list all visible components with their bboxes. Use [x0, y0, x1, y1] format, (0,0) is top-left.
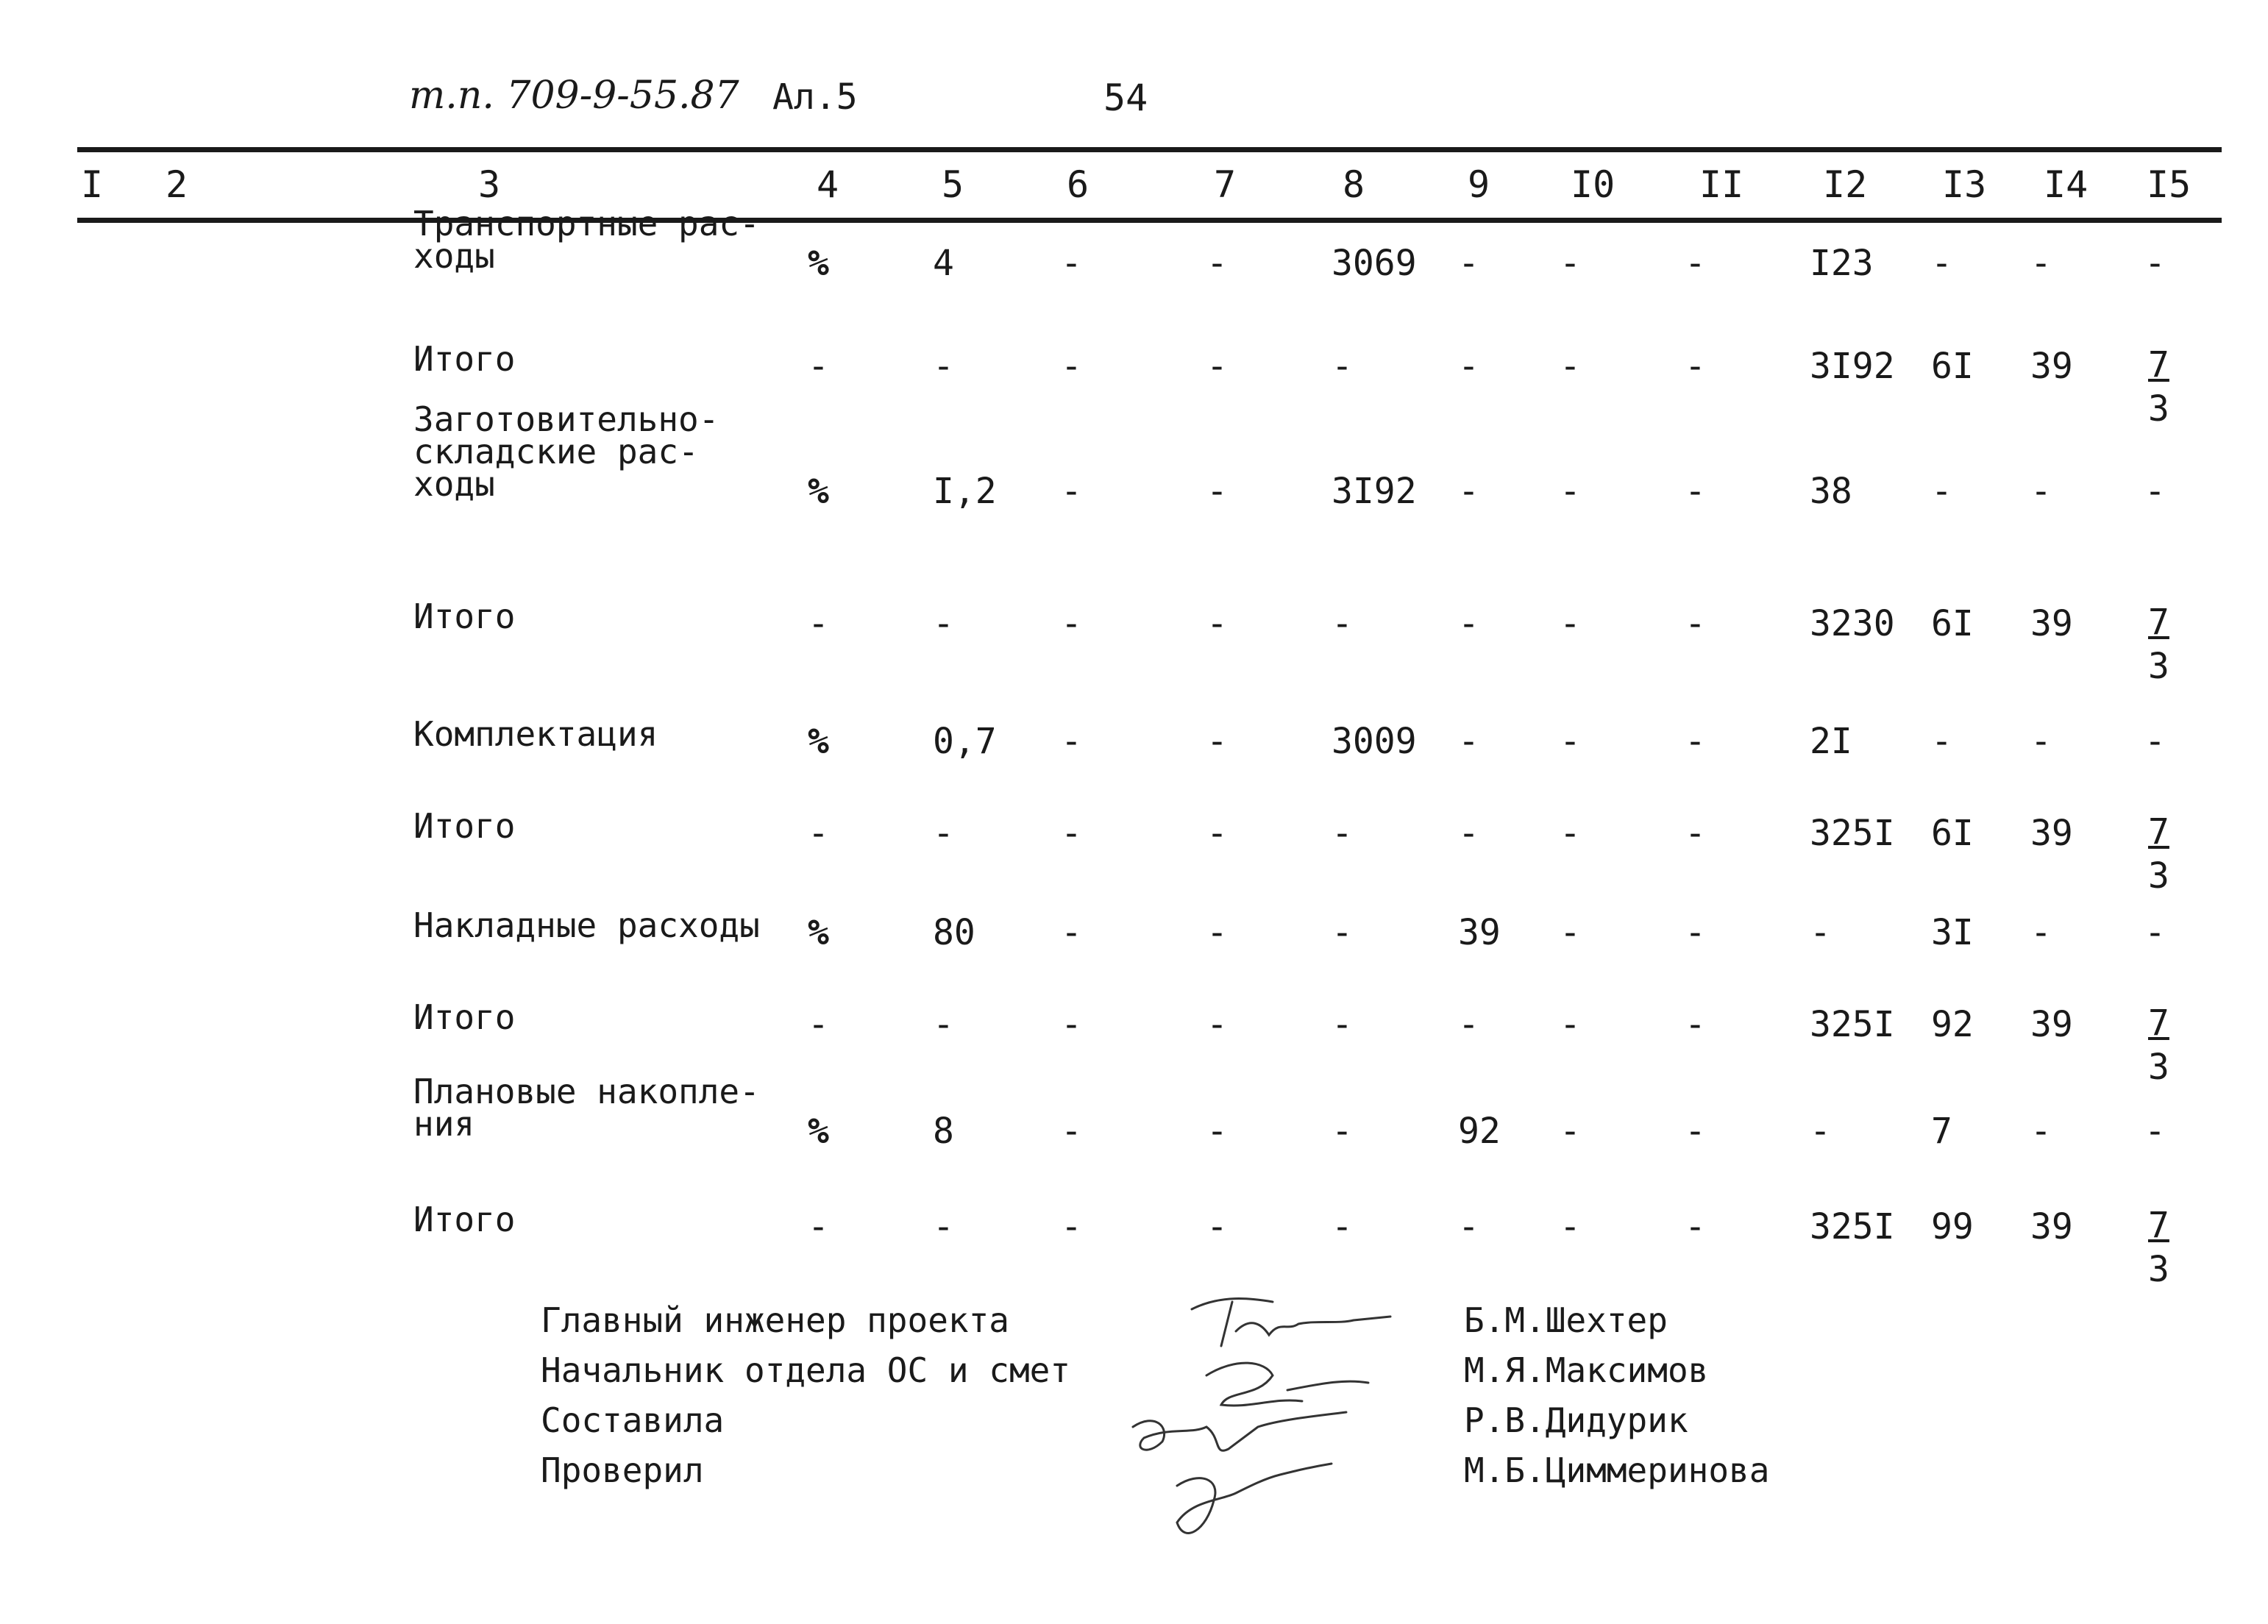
row-label: Итого — [413, 997, 516, 1037]
table-cell: 3I92 — [1332, 471, 1417, 512]
table-cell: 99 — [1931, 1206, 1974, 1247]
table-cell: - — [1560, 471, 1581, 512]
signer-title-2: Начальник отдела ОС и смет — [541, 1350, 1071, 1390]
table-cell: 2I — [1810, 721, 1852, 762]
fraction-cell — [2148, 343, 2169, 431]
fraction-denominator: 3 — [2148, 1047, 2169, 1088]
table-cell: - — [2030, 471, 2052, 512]
row-label: Итого — [413, 806, 516, 846]
table-cell: 39 — [2030, 1206, 2073, 1247]
table-cell: - — [1560, 1206, 1581, 1247]
table-cell: - — [2144, 243, 2166, 284]
table-cell: - — [2144, 912, 2166, 953]
table-cell: - — [1206, 813, 1228, 854]
col-header-10: I0 — [1571, 163, 1615, 206]
col-header-8: 8 — [1343, 163, 1365, 206]
table-cell: - — [1458, 471, 1479, 512]
col-header-11: II — [1699, 163, 1744, 206]
table-cell: - — [808, 813, 829, 854]
table-cell: - — [1061, 471, 1082, 512]
table-cell: 3069 — [1332, 243, 1417, 284]
table-cell: - — [1206, 1004, 1228, 1045]
fraction-cell — [2148, 1001, 2169, 1089]
table-cell: - — [1685, 813, 1706, 854]
table-cell: - — [1685, 912, 1706, 953]
table-cell: 3I92 — [1810, 346, 1895, 387]
signer-title-4: Проверил — [541, 1450, 704, 1490]
fraction-numerator: 7 — [2148, 1002, 2169, 1044]
table-cell: 39 — [2030, 813, 2073, 854]
table-cell: 6I — [1931, 346, 1974, 387]
table-cell: - — [1332, 912, 1353, 953]
table-cell: 39 — [2030, 346, 2073, 387]
table-cell: - — [1560, 346, 1581, 387]
handwritten-signatures — [1103, 1280, 1457, 1574]
col-header-5: 5 — [942, 163, 964, 206]
table-cell: - — [1560, 813, 1581, 854]
signer-name-1: Б.М.Шехтер — [1464, 1300, 1668, 1340]
col-header-14: I4 — [2044, 163, 2089, 206]
table-cell: - — [1206, 243, 1228, 284]
table-cell: 3230 — [1810, 603, 1895, 644]
header-rule — [77, 218, 2222, 223]
fraction-numerator: 7 — [2148, 811, 2169, 852]
table-cell: 39 — [2030, 603, 2073, 644]
top-rule — [77, 147, 2222, 152]
table-cell: - — [1061, 243, 1082, 284]
table-cell: 325I — [1810, 1206, 1895, 1247]
table-cell: - — [1810, 912, 1831, 953]
col-header-9: 9 — [1468, 163, 1490, 206]
table-cell: % — [808, 912, 829, 953]
sheet-label: Ал.5 — [772, 76, 858, 118]
fraction-denominator: 3 — [2148, 646, 2169, 687]
table-cell: 92 — [1458, 1111, 1501, 1152]
row-label: Комплектация — [413, 714, 658, 754]
table-cell: 80 — [933, 912, 975, 953]
table-cell: - — [1332, 346, 1353, 387]
fraction-cell — [2148, 1203, 2169, 1292]
table-cell: - — [1061, 1004, 1082, 1045]
table-cell: - — [1332, 813, 1353, 854]
table-cell: - — [2144, 1111, 2166, 1152]
row-label: Итого — [413, 339, 516, 379]
row-label: Транспортные рас- ходы — [413, 204, 760, 276]
col-header-12: I2 — [1823, 163, 1868, 206]
table-cell: 7 — [1931, 1111, 1952, 1152]
signer-title-1: Главный инженер проекта — [541, 1300, 1009, 1340]
table-cell: - — [2030, 1111, 2052, 1152]
table-cell: 0,7 — [933, 721, 997, 762]
table-cell: - — [1206, 912, 1228, 953]
table-cell: I23 — [1810, 243, 1874, 284]
col-header-4: 4 — [817, 163, 839, 206]
table-cell: - — [933, 813, 954, 854]
table-cell: - — [933, 1004, 954, 1045]
table-cell: - — [1685, 603, 1706, 644]
table-cell: - — [1685, 1206, 1706, 1247]
table-cell: - — [1458, 721, 1479, 762]
fraction-denominator: 3 — [2148, 388, 2169, 430]
table-cell: 39 — [1458, 912, 1501, 953]
table-cell: - — [1458, 1004, 1479, 1045]
col-header-15: I5 — [2147, 163, 2191, 206]
fraction-cell — [2148, 810, 2169, 898]
table-cell: - — [2030, 243, 2052, 284]
table-cell: - — [1810, 1111, 1831, 1152]
table-cell: - — [1332, 603, 1353, 644]
table-cell: - — [2144, 471, 2166, 512]
table-cell: - — [933, 346, 954, 387]
table-cell: - — [1560, 1111, 1581, 1152]
table-cell: - — [1685, 243, 1706, 284]
project-code: т.п. 709-9-55.87 — [409, 74, 739, 118]
table-cell: - — [1061, 912, 1082, 953]
table-cell: - — [1061, 603, 1082, 644]
table-cell: - — [1685, 471, 1706, 512]
table-cell: - — [933, 1206, 954, 1247]
col-header-13: I3 — [1942, 163, 1987, 206]
signer-name-3: Р.В.Дидурик — [1464, 1400, 1688, 1440]
table-cell: - — [1332, 1206, 1353, 1247]
fraction-denominator: 3 — [2148, 855, 2169, 897]
col-header-1: I — [81, 163, 104, 206]
table-cell: 6I — [1931, 603, 1974, 644]
table-cell: 38 — [1810, 471, 1852, 512]
table-cell: - — [808, 346, 829, 387]
row-label: Итого — [413, 1200, 516, 1239]
table-cell: % — [808, 471, 829, 512]
table-cell: - — [1931, 243, 1952, 284]
table-cell: - — [1332, 1111, 1353, 1152]
fraction-numerator: 7 — [2148, 344, 2169, 385]
signer-name-4: М.Б.Циммеринова — [1464, 1450, 1770, 1490]
table-cell: 4 — [933, 243, 954, 284]
row-label: Накладные расходы — [413, 905, 760, 945]
table-cell: 3I — [1931, 912, 1974, 953]
page-number: 54 — [1103, 76, 1148, 119]
table-cell: 6I — [1931, 813, 1974, 854]
table-cell: - — [1685, 1111, 1706, 1152]
fraction-denominator: 3 — [2148, 1249, 2169, 1290]
fraction-numerator: 7 — [2148, 602, 2169, 643]
signer-title-3: Составила — [541, 1400, 725, 1440]
table-cell: - — [1061, 721, 1082, 762]
table-cell: 3009 — [1332, 721, 1417, 762]
table-cell: - — [1685, 721, 1706, 762]
table-cell: - — [1560, 912, 1581, 953]
table-cell: 8 — [933, 1111, 954, 1152]
table-cell: - — [1560, 721, 1581, 762]
table-cell: - — [1206, 603, 1228, 644]
table-cell: - — [1206, 1111, 1228, 1152]
table-cell: - — [1458, 603, 1479, 644]
table-cell: - — [1931, 471, 1952, 512]
table-cell: - — [1458, 346, 1479, 387]
table-cell: 39 — [2030, 1004, 2073, 1045]
table-cell: 92 — [1931, 1004, 1974, 1045]
table-cell: - — [1560, 603, 1581, 644]
table-cell: - — [1685, 346, 1706, 387]
row-label: Заготовительно- складские рас- ходы — [413, 399, 719, 504]
table-cell: - — [1206, 471, 1228, 512]
table-cell: I,2 — [933, 471, 997, 512]
fraction-cell — [2148, 600, 2169, 688]
table-cell: - — [2144, 721, 2166, 762]
table-cell: - — [1458, 243, 1479, 284]
table-cell: - — [2030, 912, 2052, 953]
table-cell: - — [933, 603, 954, 644]
col-header-2: 2 — [166, 163, 188, 206]
table-cell: - — [808, 603, 829, 644]
table-cell: - — [808, 1206, 829, 1247]
table-cell: % — [808, 1111, 829, 1152]
table-cell: - — [1206, 346, 1228, 387]
table-cell: - — [808, 1004, 829, 1045]
table-cell: % — [808, 721, 829, 762]
table-cell: - — [1560, 243, 1581, 284]
table-cell: - — [1332, 1004, 1353, 1045]
fraction-numerator: 7 — [2148, 1205, 2169, 1246]
table-cell: 325I — [1810, 813, 1895, 854]
table-cell: - — [1061, 813, 1082, 854]
table-cell: - — [1931, 721, 1952, 762]
table-cell: - — [1685, 1004, 1706, 1045]
table-cell: - — [1560, 1004, 1581, 1045]
col-header-3: 3 — [478, 163, 501, 206]
table-cell: 325I — [1810, 1004, 1895, 1045]
row-label: Плановые накопле- ния — [413, 1072, 760, 1144]
signer-name-2: М.Я.Максимов — [1464, 1350, 1709, 1390]
table-cell: - — [1061, 1111, 1082, 1152]
table-cell: - — [1061, 346, 1082, 387]
table-cell: % — [808, 243, 829, 284]
table-cell: - — [1206, 1206, 1228, 1247]
table-cell: - — [1061, 1206, 1082, 1247]
table-cell: - — [1458, 813, 1479, 854]
row-label: Итого — [413, 596, 516, 636]
table-cell: - — [1206, 721, 1228, 762]
col-header-6: 6 — [1067, 163, 1089, 206]
table-cell: - — [1458, 1206, 1479, 1247]
col-header-7: 7 — [1214, 163, 1237, 206]
table-cell: - — [2030, 721, 2052, 762]
